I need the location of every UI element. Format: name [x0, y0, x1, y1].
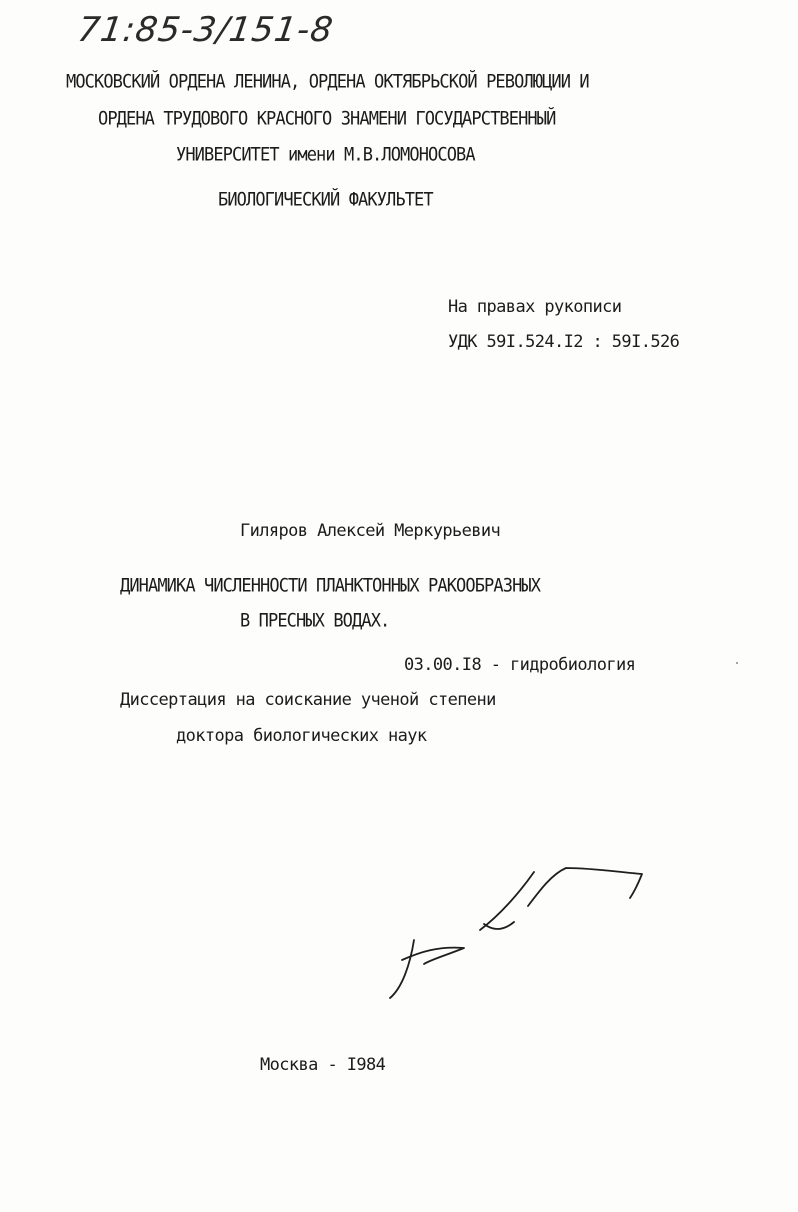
institution-line-2: ОРДЕНА ТРУДОВОГО КРАСНОГО ЗНАМЕНИ ГОСУДАРСТВЕННЫЙ	[98, 108, 556, 130]
author-name: Гиляров Алексей Меркурьевич	[240, 521, 501, 541]
degree-line-1: Диссертация на соискание ученой степени	[120, 690, 496, 710]
specialty-code: 03.00.I8 - гидробиология	[404, 655, 636, 675]
institution-line-3: УНИВЕРСИТЕТ имени М.В.ЛОМОНОСОВА	[176, 144, 475, 166]
faculty-name: БИОЛОГИЧЕСКИЙ ФАКУЛЬТЕТ	[218, 189, 433, 211]
dissertation-title-line-2: В ПРЕСНЫХ ВОДАХ.	[240, 610, 390, 632]
place-and-year: Москва - I984	[260, 1055, 386, 1075]
dissertation-title-line-1: ДИНАМИКА ЧИСЛЕННОСТИ ПЛАНКТОННЫХ РАКООБРАЗНЫХ	[120, 575, 541, 597]
manuscript-rights: На правах рукописи	[448, 297, 622, 317]
author-signature	[380, 860, 650, 1010]
degree-line-2: доктора биологических наук	[176, 726, 427, 746]
archive-code-handwritten: 71:85-3/151-8	[75, 10, 336, 50]
paper-speck	[736, 662, 738, 664]
udc-code: УДК 59I.524.I2 : 59I.526	[448, 332, 680, 352]
institution-line-1: МОСКОВСКИЙ ОРДЕНА ЛЕНИНА, ОРДЕНА ОКТЯБРЬСКОЙ РЕВОЛЮЦИИ И	[66, 71, 589, 93]
